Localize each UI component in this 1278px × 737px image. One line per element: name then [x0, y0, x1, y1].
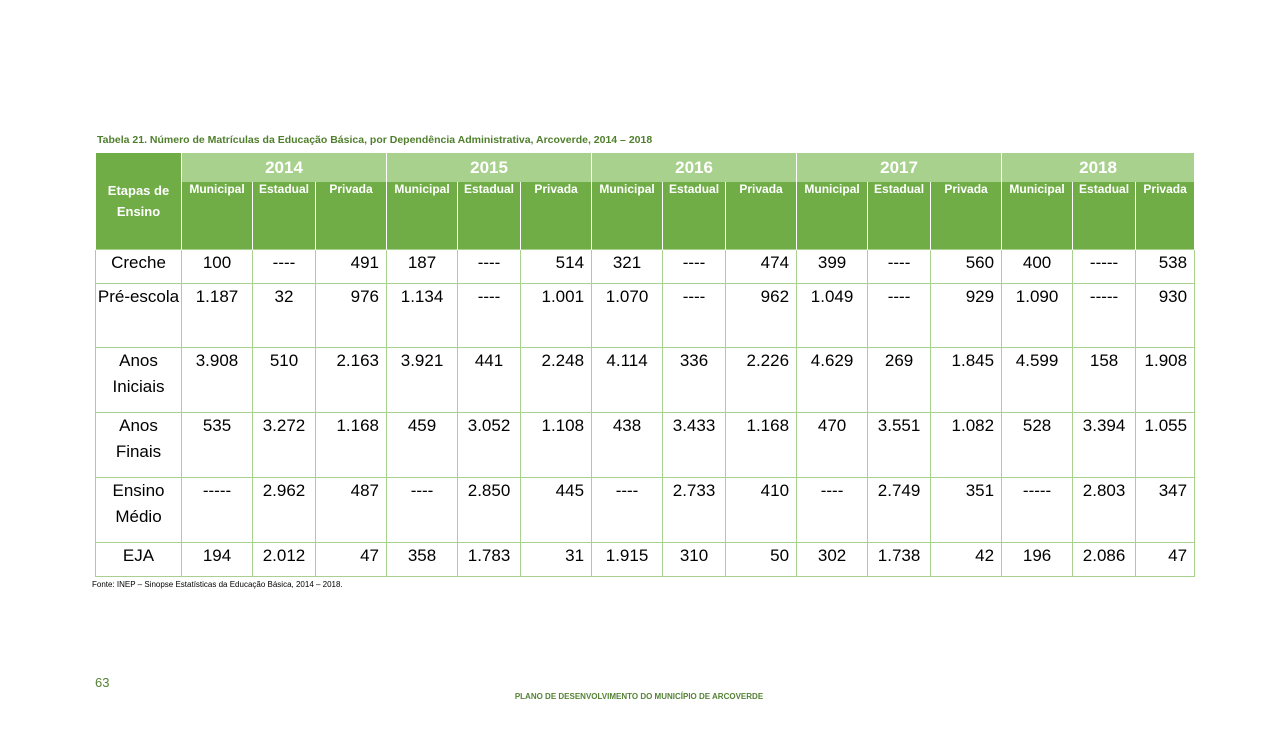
sub-header: Municipal — [387, 182, 458, 249]
table-cell: 474 — [726, 249, 797, 283]
table-cell: 1.108 — [521, 412, 592, 477]
year-header: 2017 — [797, 153, 1002, 182]
table-cell: 3.551 — [868, 412, 931, 477]
row-header-cell: Etapas de Ensino — [96, 153, 182, 249]
table-cell: ----- — [1073, 283, 1136, 347]
table-row — [96, 412, 1195, 477]
row-label: EJA — [96, 542, 182, 576]
table-cell: 358 — [387, 542, 458, 576]
table-cell: 1.134 — [387, 283, 458, 347]
table-cell: 3.272 — [253, 412, 316, 477]
table-cell: 3.433 — [663, 412, 726, 477]
row-label: Pré-escola — [96, 283, 182, 347]
page-number: 63 — [95, 675, 110, 690]
table-cell: 491 — [316, 249, 387, 283]
table-cell: 1.070 — [592, 283, 663, 347]
table-cell: 1.908 — [1136, 347, 1195, 412]
table-cell: 2.012 — [253, 542, 316, 576]
table-cell: 2.962 — [253, 477, 316, 542]
table-cell: 1.168 — [316, 412, 387, 477]
table-cell: 441 — [458, 347, 521, 412]
sub-header: Municipal — [592, 182, 663, 249]
table-cell: 2.248 — [521, 347, 592, 412]
table-cell: 4.599 — [1002, 347, 1073, 412]
table-cell: 1.187 — [182, 283, 253, 347]
table-row — [96, 477, 1195, 542]
table-cell: 445 — [521, 477, 592, 542]
table-row — [96, 249, 1195, 283]
table-cell: 158 — [1073, 347, 1136, 412]
table-cell: 347 — [1136, 477, 1195, 542]
table-row — [96, 347, 1195, 412]
table-cell: 470 — [797, 412, 868, 477]
sub-header: Estadual — [868, 182, 931, 249]
table-cell: 1.082 — [931, 412, 1002, 477]
table-cell: 487 — [316, 477, 387, 542]
year-header: 2014 — [182, 153, 387, 182]
year-header-row — [96, 153, 1195, 182]
sub-header: Municipal — [1002, 182, 1073, 249]
table-cell: 196 — [1002, 542, 1073, 576]
table-cell: 351 — [931, 477, 1002, 542]
table-cell: 310 — [663, 542, 726, 576]
table-cell: 400 — [1002, 249, 1073, 283]
table-cell: ---- — [458, 283, 521, 347]
source-note: Fonte: INEP – Sinopse Estatísticas da Educação Básica, 2014 – 2018. — [92, 580, 343, 589]
table-body — [96, 249, 1195, 576]
table-row — [96, 542, 1195, 576]
sub-header: Privada — [521, 182, 592, 249]
table-cell: 4.114 — [592, 347, 663, 412]
table-cell: 50 — [726, 542, 797, 576]
row-label: Ensino Médio — [96, 477, 182, 542]
table-cell: 302 — [797, 542, 868, 576]
table-cell: 336 — [663, 347, 726, 412]
table-cell: 269 — [868, 347, 931, 412]
table-cell: 976 — [316, 283, 387, 347]
table-cell: 929 — [931, 283, 1002, 347]
table-cell: ---- — [868, 249, 931, 283]
table-cell: 1.001 — [521, 283, 592, 347]
table-cell: 410 — [726, 477, 797, 542]
table-cell: ---- — [663, 283, 726, 347]
table-cell: 3.908 — [182, 347, 253, 412]
table-caption: Tabela 21. Número de Matrículas da Educação Básica, por Dependência Administrativa, Arcoverde, 2014 – 2018 — [97, 134, 653, 146]
table-cell: ----- — [182, 477, 253, 542]
table-cell: 510 — [253, 347, 316, 412]
sub-header: Estadual — [663, 182, 726, 249]
table-cell: ---- — [592, 477, 663, 542]
table-cell: 1.168 — [726, 412, 797, 477]
year-header: 2018 — [1002, 153, 1195, 182]
table-cell: 4.629 — [797, 347, 868, 412]
table-cell: 3.394 — [1073, 412, 1136, 477]
table-row — [96, 283, 1195, 347]
table-cell: 187 — [387, 249, 458, 283]
table-cell: 2.803 — [1073, 477, 1136, 542]
table-cell: 321 — [592, 249, 663, 283]
table-cell: 528 — [1002, 412, 1073, 477]
table-cell: 32 — [253, 283, 316, 347]
row-label: Creche — [96, 249, 182, 283]
table-cell: 514 — [521, 249, 592, 283]
table-cell: 1.783 — [458, 542, 521, 576]
table-cell: 1.915 — [592, 542, 663, 576]
table-cell: 1.845 — [931, 347, 1002, 412]
table-cell: 194 — [182, 542, 253, 576]
sub-header: Privada — [931, 182, 1002, 249]
table-cell: 3.921 — [387, 347, 458, 412]
table-cell: ----- — [1073, 249, 1136, 283]
year-header: 2016 — [592, 153, 797, 182]
table-cell: 31 — [521, 542, 592, 576]
sub-header: Estadual — [253, 182, 316, 249]
sub-header: Privada — [726, 182, 797, 249]
table-cell: 1.090 — [1002, 283, 1073, 347]
row-label: Anos Iniciais — [96, 347, 182, 412]
page-footer — [0, 692, 1278, 701]
table-cell: 2.749 — [868, 477, 931, 542]
table-cell: 1.055 — [1136, 412, 1195, 477]
footer-text: PLANO DE DESENVOLVIMENTO DO MUNICÍPIO DE ARCOVERDE — [514, 692, 764, 701]
table-cell: 962 — [726, 283, 797, 347]
table-cell: 2.850 — [458, 477, 521, 542]
sub-header: Privada — [316, 182, 387, 249]
row-label: Anos Finais — [96, 412, 182, 477]
sub-header: Estadual — [1073, 182, 1136, 249]
table-cell: 47 — [1136, 542, 1195, 576]
dependency-header-row — [96, 182, 1195, 249]
table-cell: 2.733 — [663, 477, 726, 542]
table-cell: ---- — [868, 283, 931, 347]
table-cell: 47 — [316, 542, 387, 576]
table-cell: 2.086 — [1073, 542, 1136, 576]
table-cell: ---- — [797, 477, 868, 542]
table-cell: 459 — [387, 412, 458, 477]
table-cell: 100 — [182, 249, 253, 283]
table-cell: 2.226 — [726, 347, 797, 412]
enrollment-table — [95, 153, 1195, 577]
table-cell: 42 — [931, 542, 1002, 576]
table-cell: 535 — [182, 412, 253, 477]
table-cell: 438 — [592, 412, 663, 477]
table-cell: ---- — [663, 249, 726, 283]
table-cell: 538 — [1136, 249, 1195, 283]
table-cell: 3.052 — [458, 412, 521, 477]
table-cell: 930 — [1136, 283, 1195, 347]
year-header: 2015 — [387, 153, 592, 182]
table-cell: 2.163 — [316, 347, 387, 412]
table-cell: ---- — [387, 477, 458, 542]
sub-header: Municipal — [797, 182, 868, 249]
table-cell: 399 — [797, 249, 868, 283]
sub-header: Estadual — [458, 182, 521, 249]
table-cell: 1.049 — [797, 283, 868, 347]
table-cell: ----- — [1002, 477, 1073, 542]
sub-header: Privada — [1136, 182, 1195, 249]
table-cell: 560 — [931, 249, 1002, 283]
table-cell: ---- — [458, 249, 521, 283]
sub-header: Municipal — [182, 182, 253, 249]
table-cell: ---- — [253, 249, 316, 283]
table-cell: 1.738 — [868, 542, 931, 576]
